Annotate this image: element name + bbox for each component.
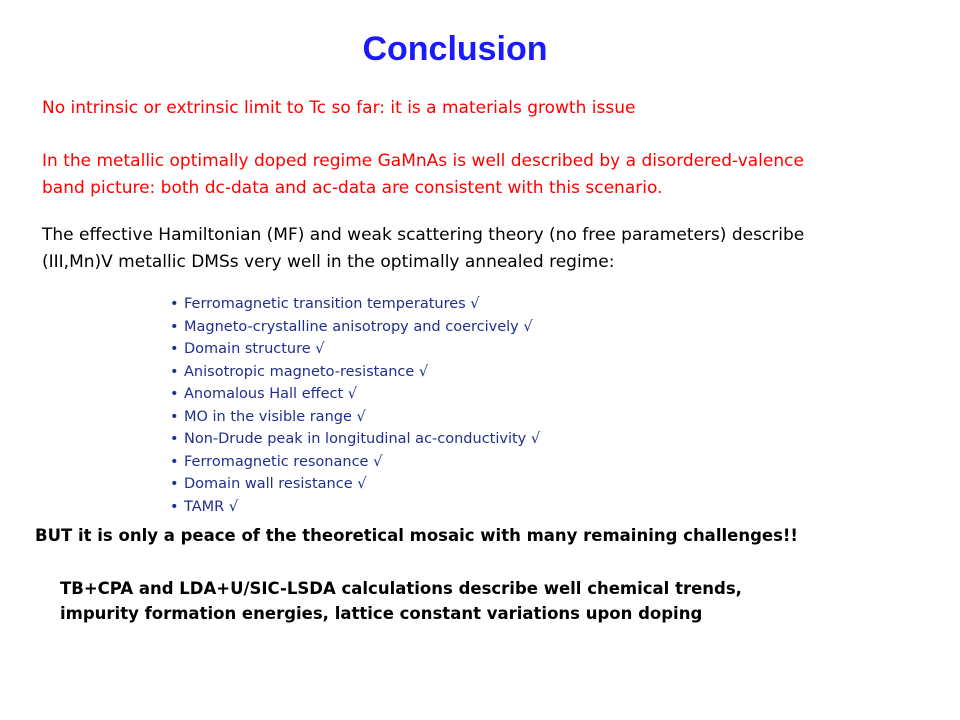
bullet-icon: • [170, 296, 179, 312]
paragraph-line: TB+CPA and LDA+U/SIC-LSDA calculations describe well chemical trends, [60, 579, 742, 598]
paragraph-effective-hamiltonian [42, 222, 922, 276]
list-item [170, 473, 540, 496]
bullet-icon: • [170, 498, 179, 515]
checklist [170, 293, 540, 518]
list-item-label: Ferromagnetic resonance √ [184, 453, 383, 470]
list-item-label: MO in the visible range √ [184, 408, 366, 425]
list-item [170, 383, 540, 406]
list-item-label: Ferromagnetic transition temperatures √ [184, 296, 480, 312]
paragraph-line: impurity formation energies, lattice constant variations upon doping [60, 604, 703, 623]
list-item-label: Domain wall resistance √ [184, 476, 367, 492]
paragraph-line: In the metallic optimally doped regime GaMnAs is well described by a disordered-valence [42, 151, 804, 171]
paragraph-line: band picture: both dc-data and ac-data are consistent with this scenario. [42, 178, 663, 198]
list-item [170, 361, 540, 384]
paragraph-tc-limit [42, 95, 922, 122]
list-item [170, 451, 540, 474]
closing-paragraph [60, 576, 742, 626]
list-item [170, 406, 540, 429]
bullet-icon: • [170, 363, 179, 380]
bullet-icon: • [170, 318, 179, 335]
paragraph-line: No intrinsic or extrinsic limit to Tc so far: it is a materials growth issue [42, 98, 636, 118]
bullet-icon: • [170, 408, 179, 425]
paragraph-line: (III,Mn)V metallic DMSs very well in the optimally annealed regime: [42, 252, 615, 272]
list-item [170, 293, 540, 316]
bullet-icon: • [170, 341, 179, 357]
paragraph-line: The effective Hamiltonian (MF) and weak scattering theory (no free parameters) describe [42, 225, 805, 245]
list-item [170, 316, 540, 339]
bullet-icon: • [170, 453, 179, 470]
list-item [170, 338, 540, 361]
list-item [170, 428, 540, 451]
list-item [170, 496, 540, 519]
bullet-icon: • [170, 431, 179, 447]
challenges-statement: BUT it is only a peace of the theoretical mosaic with many remaining challenges!! [35, 526, 798, 545]
paragraph-band-picture [42, 148, 922, 202]
list-item-label: Non-Drude peak in longitudinal ac-conductivity √ [184, 431, 541, 447]
list-item-label: Anomalous Hall effect √ [184, 386, 358, 402]
bullet-icon: • [170, 386, 179, 402]
bullet-icon: • [170, 476, 179, 492]
list-item-label: Domain structure √ [184, 341, 325, 357]
list-item-label: TAMR √ [184, 498, 239, 515]
slide-title: Conclusion [362, 30, 548, 68]
list-item-label: Magneto-crystalline anisotropy and coercively √ [184, 318, 533, 335]
list-item-label: Anisotropic magneto-resistance √ [184, 363, 429, 380]
